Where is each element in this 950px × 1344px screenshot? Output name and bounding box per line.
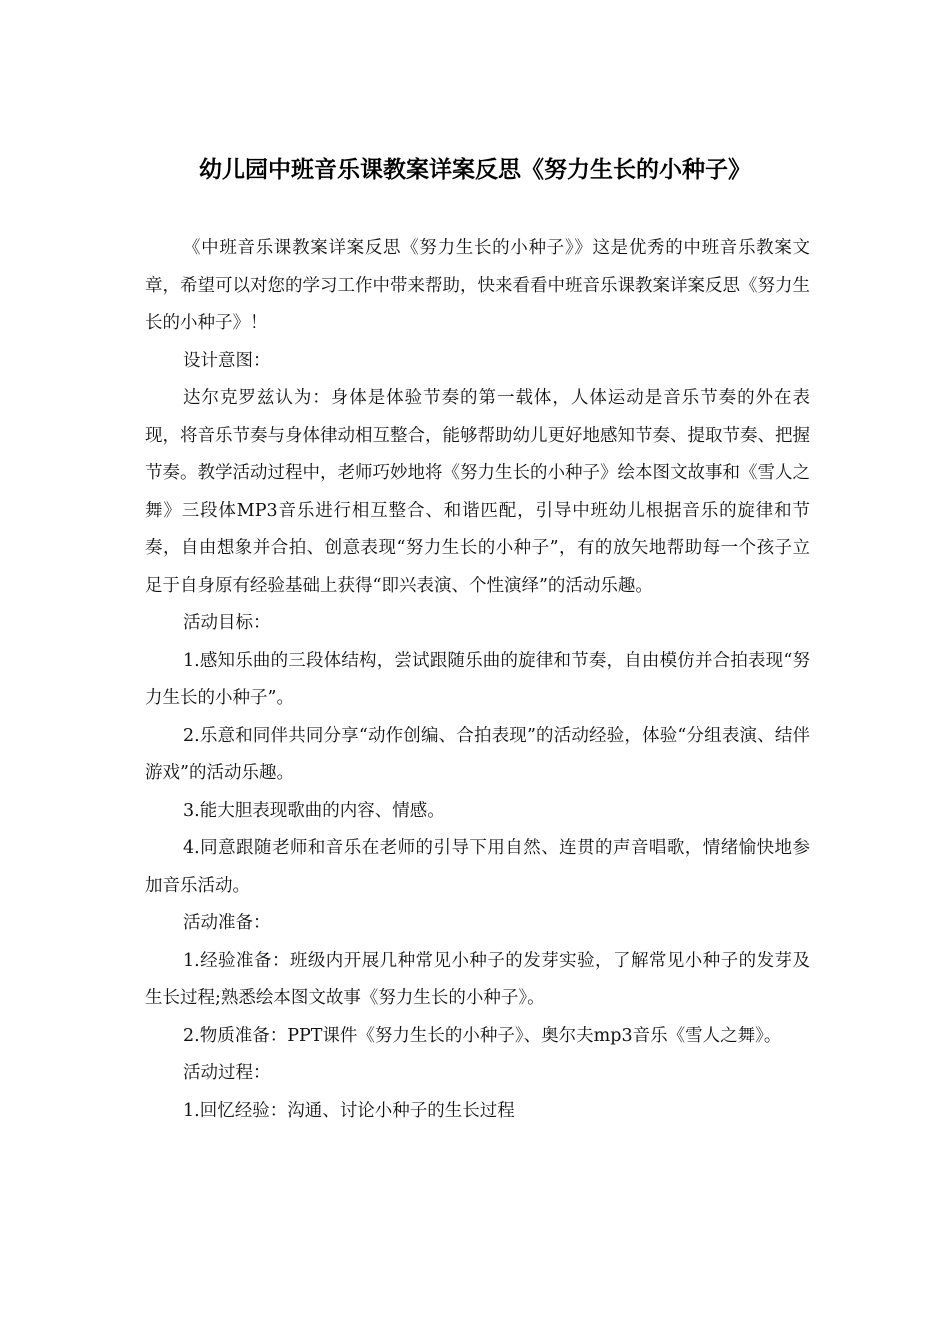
prep-item-2: 2.物质准备：PPT课件《努力生长的小种子》、奥尔夫mp3音乐《雪人之舞》。 xyxy=(183,1025,782,1046)
section-heading-activity-prep: 活动准备： xyxy=(183,913,271,933)
goal-item-3: 3.能大胆表现歌曲的内容、情感。 xyxy=(183,800,445,821)
goal-item-2: 2.乐意和同伴共同分享“动作创编、合拍表现”的活动经验，体验“分组表演、结伴游戏”的活动乐趣。 xyxy=(145,725,810,783)
section-heading-activity-goals: 活动目标： xyxy=(183,613,271,633)
design-intent-paragraph: 达尔克罗兹认为：身体是体验节奏的第一载体，人体运动是音乐节奏的外在表现，将音乐节奏与身体律动相互整合，能够帮助幼儿更好地感知节奏、提取节奏、把握节奏。教学活动过程中，老师巧妙地将《努力生长的小种子》绘本图文故事和《雪人之舞》三段体MP3音乐进行相互整合、和谐匹配，引导中班幼儿根据音乐的旋律和节奏，自由想象并合拍、创意表现“努力生长的小种子”，有的放矢地帮助每一个孩子立足于自身原有经验基础上获得“即兴表演、个性演绎”的活动乐趣。 xyxy=(145,388,810,596)
process-item-1: 1.回忆经验：沟通、讨论小种子的生长过程 xyxy=(183,1100,515,1121)
intro-paragraph: 《中班音乐课教案详案反思《努力生长的小种子》》这是优秀的中班音乐教案文章，希望可以对您的学习工作中带来帮助，快来看看中班音乐课教案详案反思《努力生长的小种子》！ xyxy=(145,238,810,333)
section-heading-design-intent: 设计意图： xyxy=(183,350,271,371)
goal-item-4: 4.同意跟随老师和音乐在老师的引导下用自然、连贯的声音唱歌，情绪愉快地参加音乐活动。 xyxy=(145,838,810,896)
goal-item-1: 1.感知乐曲的三段体结构，尝试跟随乐曲的旋律和节奏，自由模仿并合拍表现“努力生长的小种子”。 xyxy=(145,650,810,708)
prep-item-1: 1.经验准备：班级内开展几种常见小种子的发芽实验，了解常见小种子的发芽及生长过程;熟悉绘本图文故事《努力生长的小种子》。 xyxy=(145,950,810,1008)
section-heading-activity-process: 活动过程： xyxy=(183,1063,271,1083)
document-body xyxy=(145,230,810,1130)
document-title: 幼儿园中班音乐课教案详案反思《努力生长的小种子》 xyxy=(199,157,751,183)
